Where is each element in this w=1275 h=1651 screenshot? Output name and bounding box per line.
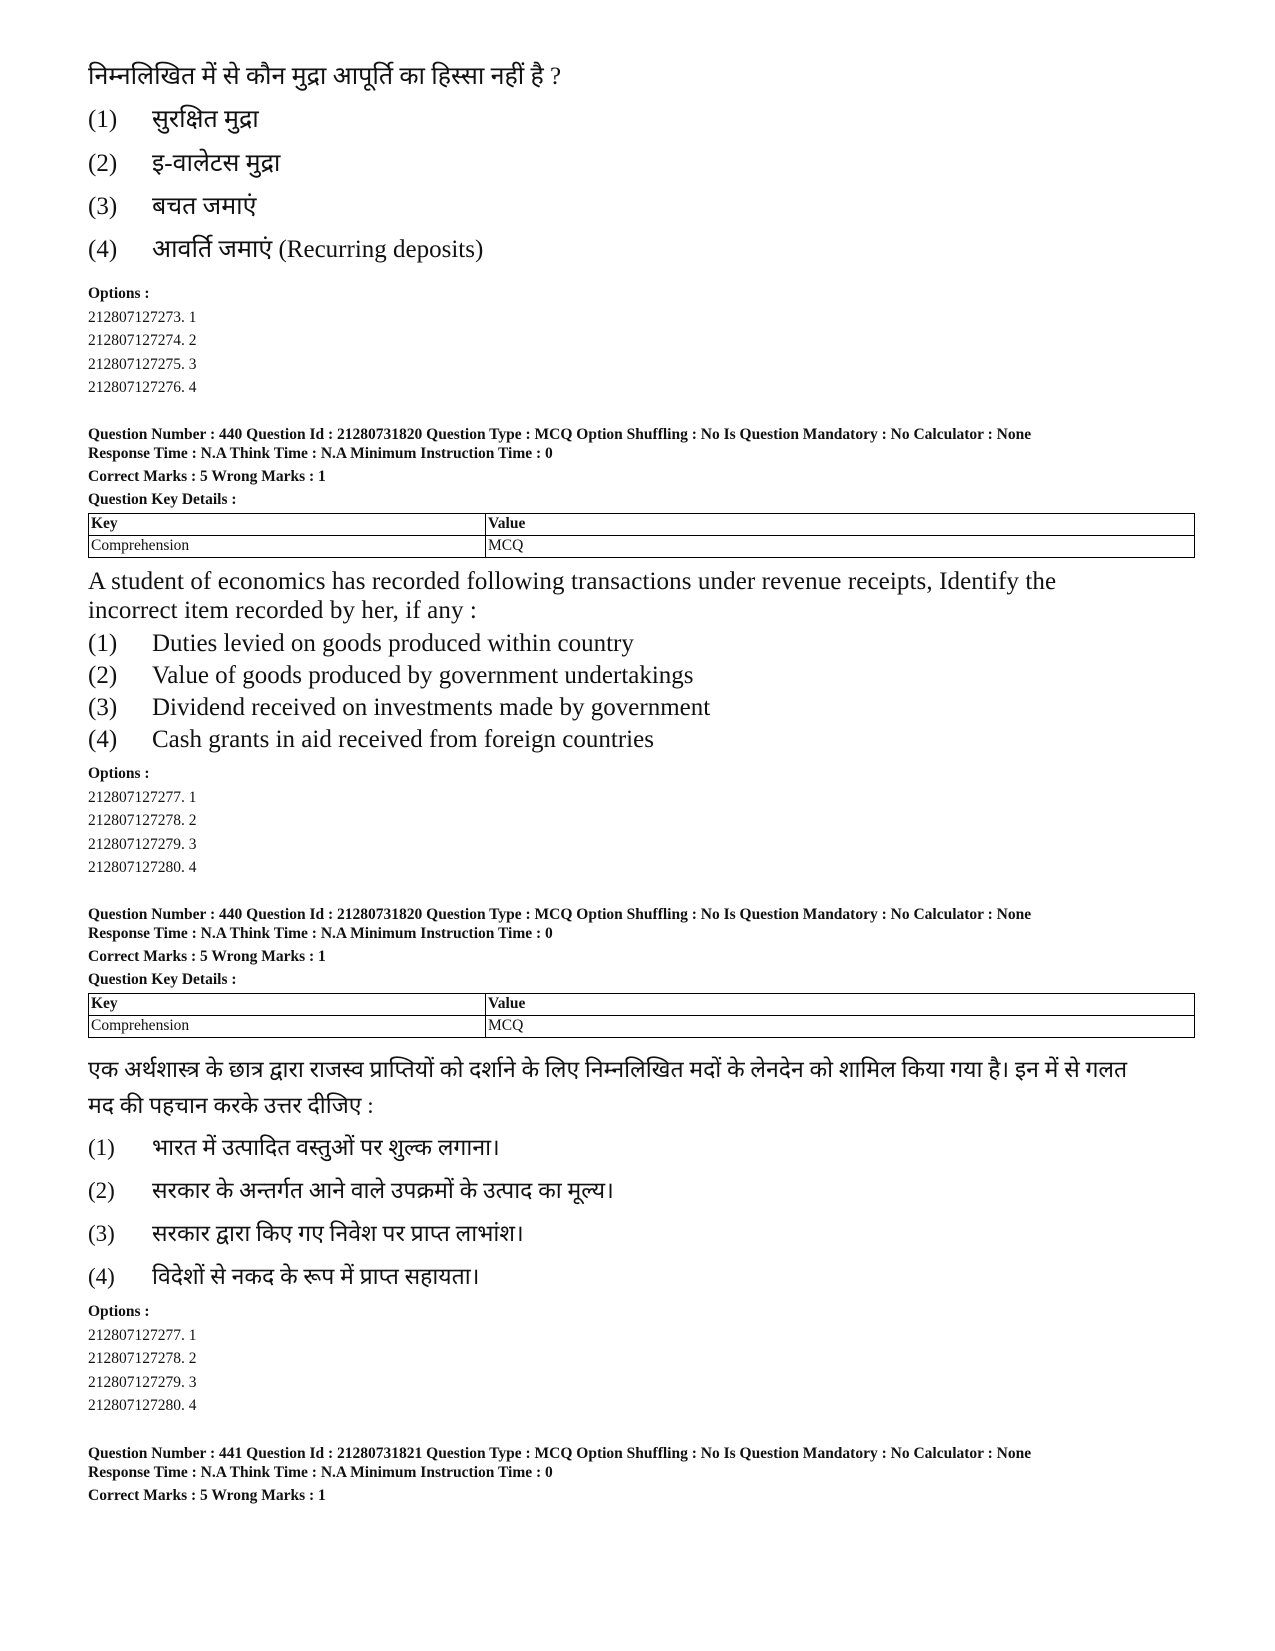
options-label: Options : — [88, 765, 150, 782]
choice-number: (3) — [88, 694, 118, 721]
option-id: 212807127275. 3 — [88, 355, 197, 373]
options-list — [88, 282, 1188, 400]
table-header-row — [89, 994, 1195, 1016]
choice-number: (4) — [88, 1264, 115, 1289]
choice — [88, 628, 1148, 660]
choice-number: (3) — [88, 193, 118, 220]
table-header-key: Key — [89, 514, 486, 536]
option-id: 212807127279. 3 — [88, 1373, 197, 1391]
question-block-440-hi — [88, 1052, 1153, 1298]
choice — [88, 692, 1148, 724]
table-cell-key: Comprehension — [89, 536, 486, 558]
choice-text: Cash grants in aid received from foreign countries — [152, 726, 654, 753]
option-id: 212807127277. 1 — [88, 1326, 197, 1344]
choice-text: बचत जमाएं — [152, 193, 257, 220]
option-id: 212807127280. 4 — [88, 859, 197, 876]
choice-number: (2) — [88, 1178, 115, 1203]
option-id: 212807127280. 4 — [88, 1397, 197, 1414]
choice-text: भारत में उत्पादित वस्तुओं पर शुल्क लगाना। — [152, 1135, 500, 1160]
choice-number: (4) — [88, 726, 118, 753]
table-row — [89, 1016, 1195, 1038]
choice-text: आवर्ति जमाएं (Recurring deposits) — [152, 236, 484, 263]
options-label: Options : — [88, 1303, 150, 1320]
choice-number: (1) — [88, 106, 118, 133]
option-id: 212807127279. 3 — [88, 835, 197, 853]
choice-text: सरकार के अन्तर्गत आने वाले उपक्रमों के उत्पाद का मूल्य। — [152, 1178, 614, 1203]
options-list — [88, 762, 1188, 880]
table-header-row — [89, 514, 1195, 536]
marks-line: Correct Marks : 5 Wrong Marks : 1 — [88, 948, 326, 965]
marks-line: Correct Marks : 5 Wrong Marks : 1 — [88, 1487, 326, 1504]
options-list — [88, 1300, 1188, 1418]
choice-number: (1) — [88, 630, 118, 657]
marks-line: Correct Marks : 5 Wrong Marks : 1 — [88, 468, 326, 485]
choice-number: (1) — [88, 1135, 115, 1160]
choice — [88, 1126, 1153, 1169]
choice — [88, 1169, 1153, 1212]
choice-number: (2) — [88, 662, 118, 689]
choice — [88, 1255, 1153, 1298]
question-meta-line: Response Time : N.A Think Time : N.A Minimum Instruction Time : 0 — [88, 925, 553, 942]
choice — [88, 142, 1188, 185]
table-row — [89, 536, 1195, 558]
question-header-441 — [88, 1444, 1188, 1505]
options-label: Options : — [88, 285, 150, 302]
table-cell-value: MCQ — [486, 536, 1195, 558]
question-text: एक अर्थशास्त्र के छात्र द्वारा राजस्व प्राप्तियों को दर्शाने के लिए निम्नलिखित मदों के लेनदेन को शामिल किया गया है। इन में से गलत मद की पहचान करके उत्तर दीजिए : — [88, 1057, 1128, 1118]
choice-text: विदेशों से नकद के रूप में प्राप्त सहायता। — [152, 1264, 480, 1289]
table-cell-value: MCQ — [486, 1016, 1195, 1038]
choice — [88, 660, 1148, 692]
choice — [88, 228, 1188, 271]
key-details-label: Question Key Details : — [88, 971, 237, 988]
choice-number: (4) — [88, 236, 118, 263]
table-header-value: Value — [486, 994, 1195, 1016]
choice-number: (3) — [88, 1221, 115, 1246]
option-id: 212807127278. 2 — [88, 812, 197, 829]
choice-text: Dividend received on investments made by government — [152, 694, 711, 721]
question-block-prev-hindi — [88, 62, 1188, 271]
key-details-label: Question Key Details : — [88, 491, 237, 508]
question-text: निम्नलिखित में से कौन मुद्रा आपूर्ति का हिस्सा नहीं है ? — [88, 63, 562, 90]
choice-number: (2) — [88, 150, 118, 177]
table-cell-key: Comprehension — [89, 1016, 486, 1038]
key-details-table — [88, 993, 1195, 1038]
option-id: 212807127273. 1 — [88, 308, 197, 326]
choice-text: Duties levied on goods produced within country — [152, 630, 634, 657]
question-meta-line: Response Time : N.A Think Time : N.A Minimum Instruction Time : 0 — [88, 445, 553, 462]
question-text: A student of economics has recorded following transactions under revenue receipts, Identify the incorrect item recorded by her, if any : — [88, 568, 1057, 624]
option-id: 212807127277. 1 — [88, 788, 197, 806]
choice — [88, 1212, 1153, 1255]
option-id: 212807127276. 4 — [88, 379, 197, 396]
choice-text: सुरक्षित मुद्रा — [152, 106, 259, 133]
choice-text: इ-वालेटस मुद्रा — [152, 150, 281, 177]
choice-text: सरकार द्वारा किए गए निवेश पर प्राप्त लाभांश। — [152, 1221, 524, 1246]
choice — [88, 724, 1148, 756]
table-header-value: Value — [486, 514, 1195, 536]
question-meta-line: Response Time : N.A Think Time : N.A Minimum Instruction Time : 0 — [88, 1464, 553, 1481]
question-meta-line: Question Number : 441 Question Id : 21280731821 Question Type : MCQ Option Shuffling : No Is Question Mandatory : No Calculator : None — [88, 1445, 1032, 1462]
choice-text: Value of goods produced by government undertakings — [152, 662, 694, 689]
table-header-key: Key — [89, 994, 486, 1016]
option-id: 212807127274. 2 — [88, 332, 197, 349]
key-details-table — [88, 513, 1195, 558]
question-meta-line: Question Number : 440 Question Id : 21280731820 Question Type : MCQ Option Shuffling : No Is Question Mandatory : No Calculator : None — [88, 906, 1032, 923]
option-id: 212807127278. 2 — [88, 1350, 197, 1367]
choice — [88, 185, 1188, 228]
question-header-440-hi — [88, 905, 1188, 1038]
choice — [88, 98, 1188, 142]
question-header-440-en — [88, 425, 1188, 558]
question-block-440-en — [88, 567, 1148, 756]
question-meta-line: Question Number : 440 Question Id : 21280731820 Question Type : MCQ Option Shuffling : No Is Question Mandatory : No Calculator : None — [88, 426, 1032, 443]
